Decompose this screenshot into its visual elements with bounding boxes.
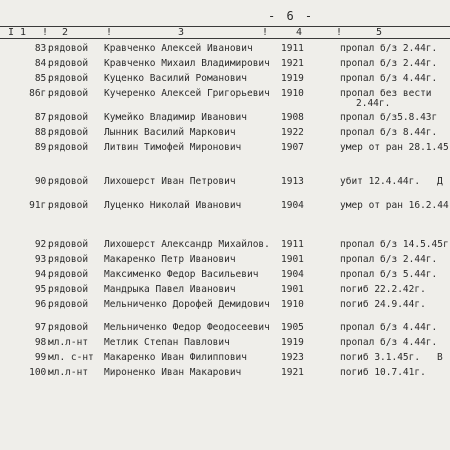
- record-rank: рядовой: [48, 322, 89, 333]
- record-fate: пропал б/з5.8.43г: [340, 112, 438, 123]
- record-number: 98.: [34, 337, 52, 348]
- record-number: 95.: [34, 284, 52, 295]
- record-name: Лихошерст Иван Петрович: [104, 176, 236, 187]
- record-row: [0, 322, 450, 334]
- record-fate: пропал б/з 2.44г.: [340, 58, 438, 69]
- record-fate: пропал б/з 2.44г.: [340, 43, 438, 54]
- record-rank: рядовой: [48, 88, 89, 99]
- record-rank: рядовой: [48, 239, 89, 250]
- record-rank: рядовой: [48, 58, 89, 69]
- record-fate: пропал б/з 4.44г.: [340, 322, 438, 333]
- record-margin-note: Д: [437, 176, 443, 187]
- record-row: [0, 254, 450, 266]
- header-bottom-rule: [0, 38, 450, 39]
- record-name: Луценко Николай Иванович: [104, 200, 242, 211]
- record-fate: погиб 22.2.42г.: [340, 284, 426, 295]
- record-birth-year: 1919: [281, 337, 304, 348]
- record-number: 87.: [34, 112, 52, 123]
- column-header-2: 2: [62, 27, 69, 38]
- record-rank: мл.л-нт: [48, 367, 89, 378]
- record-fate: умер от ран 16.2.44: [340, 200, 449, 211]
- column-separator: !: [106, 27, 113, 38]
- record-rank: рядовой: [48, 284, 89, 295]
- record-name: Мироненко Иван Макарович: [104, 367, 242, 378]
- record-birth-year: 1904: [281, 200, 304, 211]
- record-number: 88.: [34, 127, 52, 138]
- record-number: 92.: [34, 239, 52, 250]
- record-rank: рядовой: [48, 200, 89, 211]
- record-rank: рядовой: [48, 299, 89, 310]
- record-number: 86г.: [29, 88, 52, 99]
- record-birth-year: 1905: [281, 322, 304, 333]
- record-birth-year: 1911: [281, 43, 304, 54]
- record-fate: пропал б/з 4.44г.: [340, 73, 438, 84]
- record-row: [0, 73, 450, 85]
- record-fate: убит 12.4.44г.: [340, 176, 421, 187]
- record-birth-year: 1904: [281, 269, 304, 280]
- record-number: 85.: [34, 73, 52, 84]
- record-birth-year: 1921: [281, 367, 304, 378]
- record-fate: пропал б/з 5.44г.: [340, 269, 438, 280]
- record-birth-year: 1921: [281, 58, 304, 69]
- record-rank: рядовой: [48, 73, 89, 84]
- record-row: [0, 176, 450, 188]
- record-row: [0, 58, 450, 70]
- record-birth-year: 1908: [281, 112, 304, 123]
- record-name: Куценко Василий Романович: [104, 73, 247, 84]
- record-birth-year: 1901: [281, 254, 304, 265]
- record-name: Мандрыка Павел Иванович: [104, 284, 236, 295]
- record-name: Кумейко Владимир Иванович: [104, 112, 247, 123]
- column-separator: !: [42, 27, 49, 38]
- record-rank: рядовой: [48, 112, 89, 123]
- record-row: [0, 200, 450, 212]
- record-number: 100.: [29, 367, 52, 378]
- column-header-4: 4: [296, 27, 303, 38]
- record-birth-year: 1901: [281, 284, 304, 295]
- record-birth-year: 1907: [281, 142, 304, 153]
- column-header-5: 5: [376, 27, 383, 38]
- record-rank: мл.л-нт: [48, 337, 89, 348]
- record-name: Литвин Тимофей Миронович: [104, 142, 242, 153]
- record-margin-note: В: [437, 352, 443, 363]
- record-row: [0, 88, 450, 109]
- record-rank: рядовой: [48, 254, 89, 265]
- record-rank: рядовой: [48, 43, 89, 54]
- record-fate: пропал б/з 2.44г.: [340, 254, 438, 265]
- record-birth-year: 1922: [281, 127, 304, 138]
- column-header-3: 3: [178, 27, 185, 38]
- record-row: [0, 142, 450, 154]
- record-name: Мельниченко Дорофей Демидович: [104, 299, 270, 310]
- record-fate: погиб 10.7.41г.: [340, 367, 426, 378]
- record-name: Кравченко Алексей Иванович: [104, 43, 253, 54]
- record-row: [0, 367, 450, 379]
- column-separator: !: [336, 27, 343, 38]
- record-birth-year: 1923: [281, 352, 304, 363]
- record-rank: мл. с-нт: [48, 352, 94, 363]
- record-number: 84.: [34, 58, 52, 69]
- record-fate-continuation: 2.44г.: [356, 98, 391, 109]
- record-birth-year: 1911: [281, 239, 304, 250]
- record-row: [0, 43, 450, 55]
- record-row: [0, 284, 450, 296]
- record-name: Метлик Степан Павлович: [104, 337, 230, 348]
- record-name: Лихошерст Александр Михайлов.: [104, 239, 270, 250]
- record-number: 94.: [34, 269, 52, 280]
- record-row: [0, 337, 450, 349]
- record-row: [0, 269, 450, 281]
- record-birth-year: 1910: [281, 299, 304, 310]
- record-fate: погиб 24.9.44г.: [340, 299, 426, 310]
- record-number: 91г.: [29, 200, 52, 211]
- record-number: 97.: [34, 322, 52, 333]
- column-separator: !: [262, 27, 269, 38]
- record-fate: пропал без вести: [340, 88, 432, 99]
- record-row: [0, 112, 450, 124]
- record-name: Максименко Федор Васильевич: [104, 269, 259, 280]
- column-separator: I: [8, 27, 15, 38]
- record-fate: пропал б/з 14.5.45г: [340, 239, 449, 250]
- record-rank: рядовой: [48, 269, 89, 280]
- record-fate: пропал б/з 8.44г.: [340, 127, 438, 138]
- record-fate: погиб 3.1.45г.: [340, 352, 421, 363]
- record-fate: пропал б/з 4.44г.: [340, 337, 438, 348]
- record-number: 89.: [34, 142, 52, 153]
- record-row: [0, 239, 450, 251]
- page-number: - 6 -: [268, 9, 315, 23]
- record-name: Лынник Василий Маркович: [104, 127, 236, 138]
- record-birth-year: 1910: [281, 88, 304, 99]
- record-number: 99.: [34, 352, 52, 363]
- record-row: [0, 127, 450, 139]
- record-name: Кучеренко Алексей Григорьевич: [104, 88, 270, 99]
- record-number: 83.: [34, 43, 52, 54]
- record-rank: рядовой: [48, 127, 89, 138]
- record-row: [0, 352, 450, 364]
- record-rank: рядовой: [48, 176, 89, 187]
- record-number: 90.: [34, 176, 52, 187]
- column-header-1: 1: [20, 27, 27, 38]
- record-number: 93.: [34, 254, 52, 265]
- record-name: Мельниченко Федор Феодосеевич: [104, 322, 270, 333]
- record-name: Макаренко Иван Филиппович: [104, 352, 247, 363]
- record-name: Макаренко Петр Иванович: [104, 254, 236, 265]
- record-birth-year: 1919: [281, 73, 304, 84]
- record-number: 96.: [34, 299, 52, 310]
- record-name: Кравченко Михаил Владимирович: [104, 58, 270, 69]
- record-row: [0, 299, 450, 311]
- record-rank: рядовой: [48, 142, 89, 153]
- record-birth-year: 1913: [281, 176, 304, 187]
- record-fate: умер от ран 28.1.45: [340, 142, 449, 153]
